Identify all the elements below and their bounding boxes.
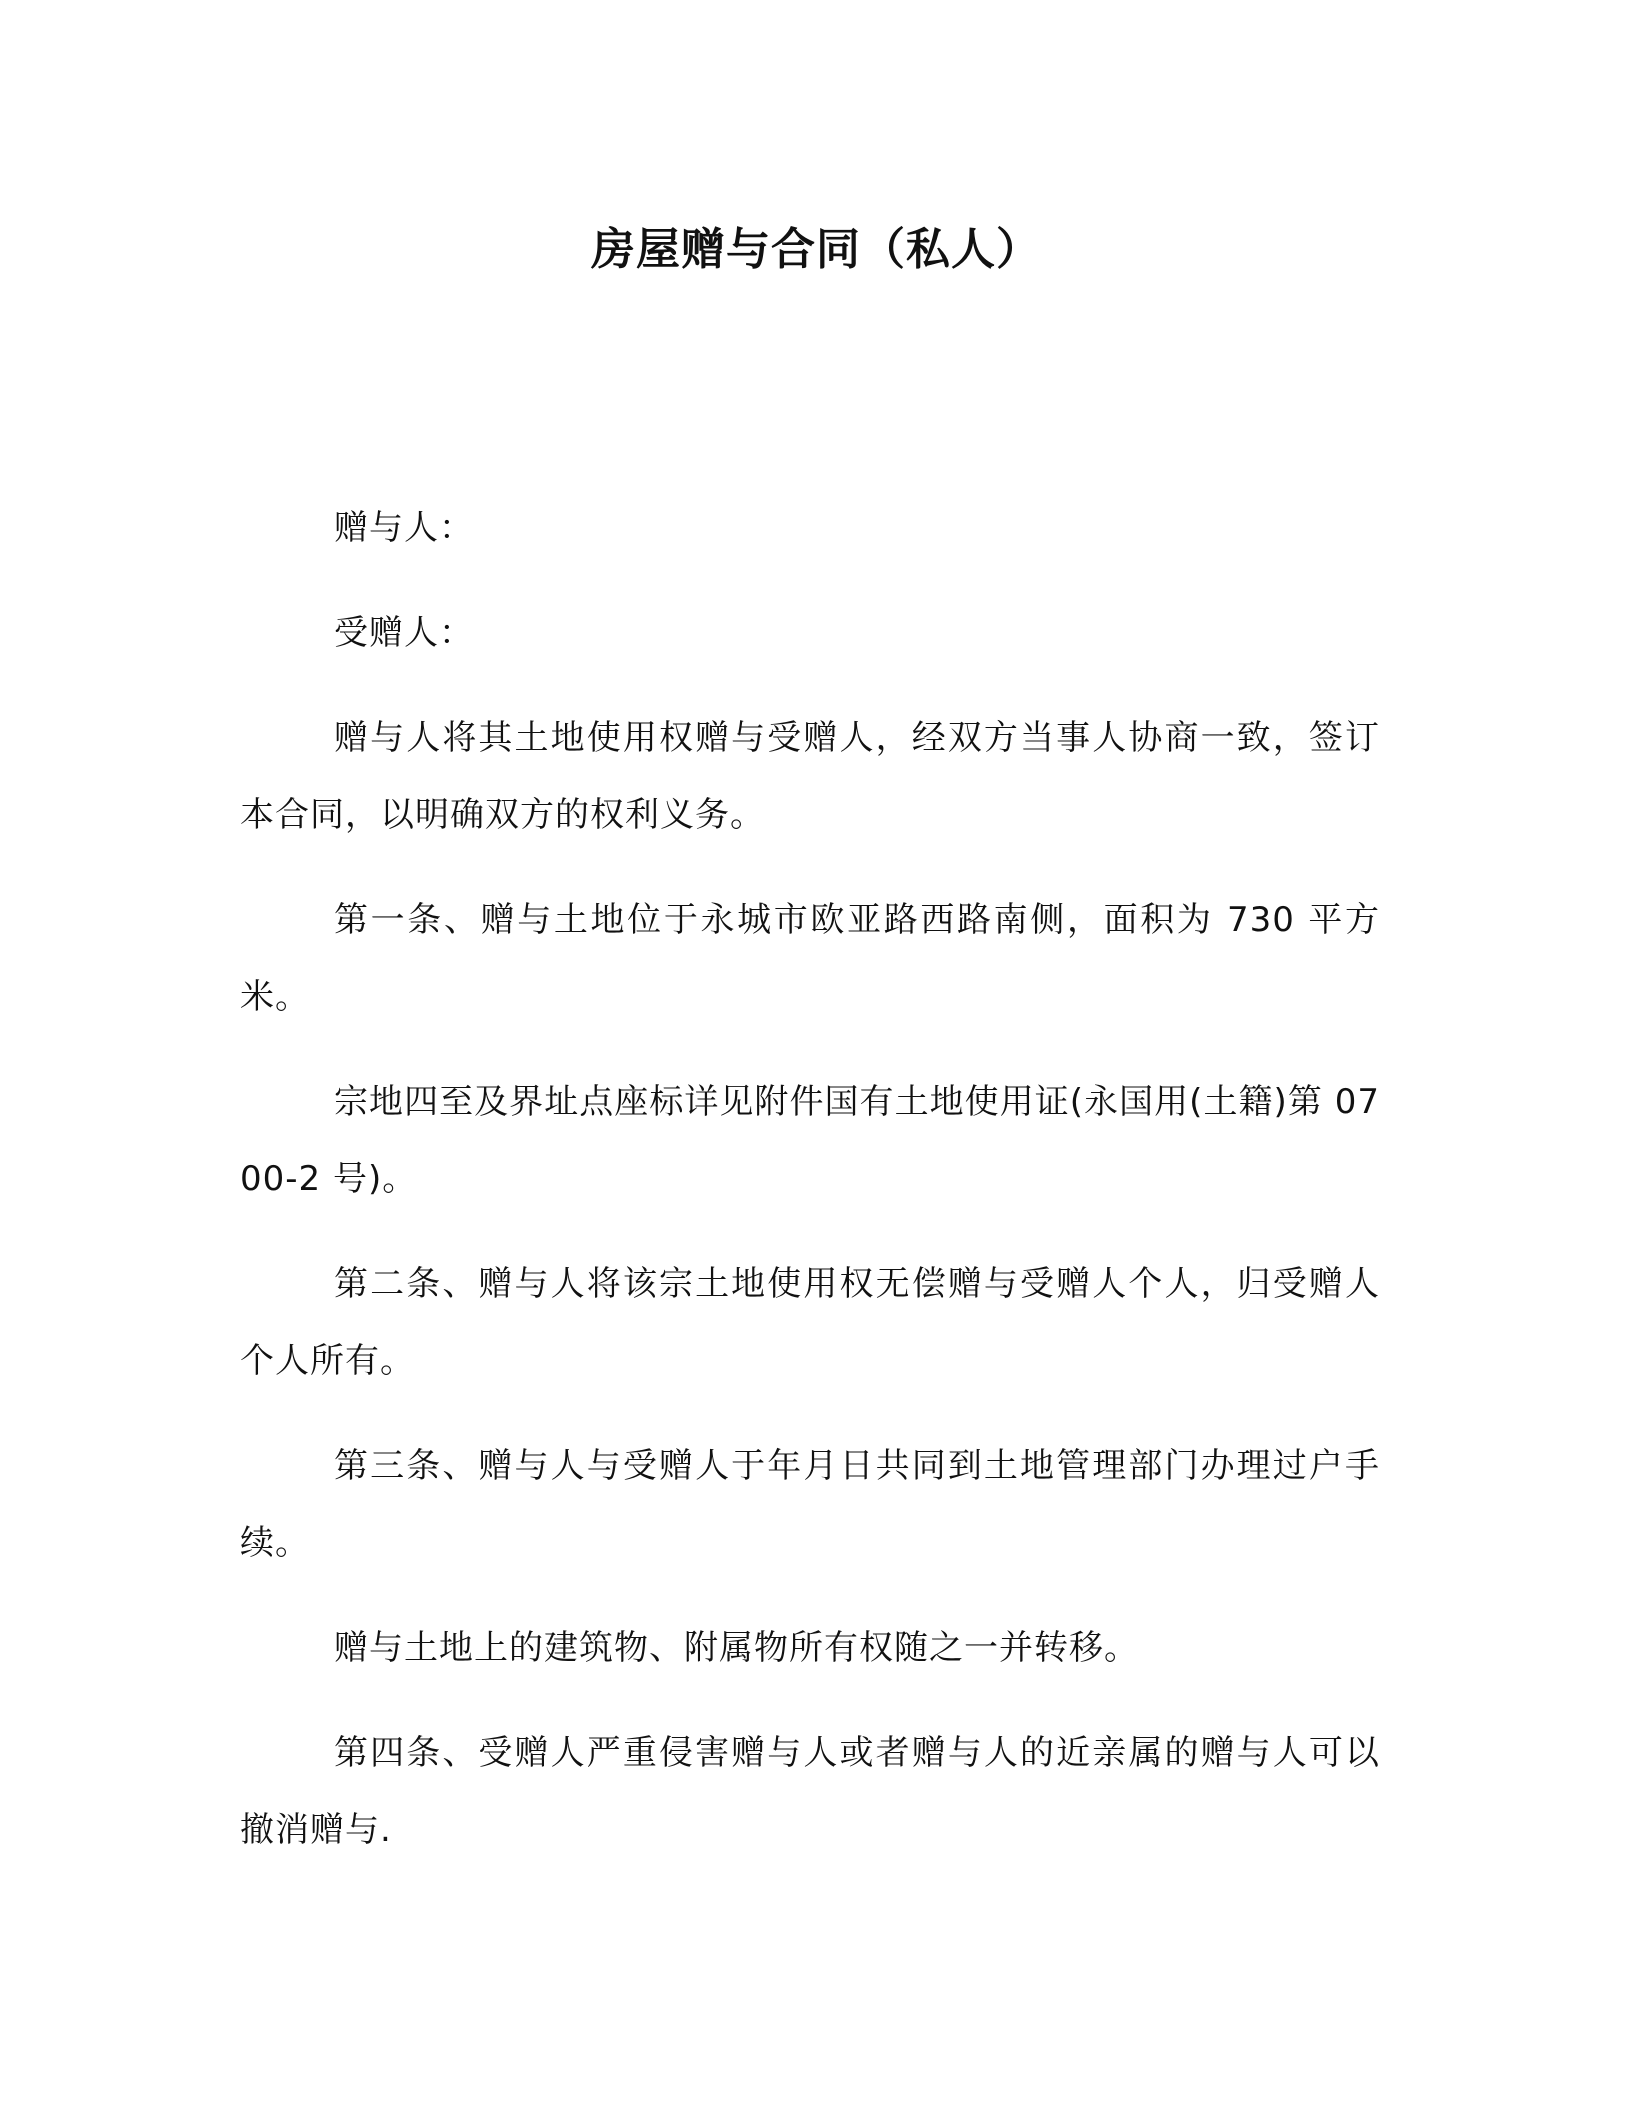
article-2-paragraph: 第二条、赠与人将该宗土地使用权无偿赠与受赠人个人，归受赠人个人所有。 <box>240 1264 1380 1381</box>
preamble-paragraph: 赠与人将其土地使用权赠与受赠人，经双方当事人协商一致，签订本合同，以明确双方的权利义务。 <box>240 718 1380 835</box>
document-body <box>240 490 1380 1897</box>
donee-line: 受赠人： <box>334 613 474 653</box>
article-1-paragraph: 第一条、赠与土地位于永城市欧亚路西路南侧，面积为 730 平方米。 <box>240 900 1380 1017</box>
article-3-paragraph: 第三条、赠与人与受赠人于年月日共同到土地管理部门办理过户手续。 <box>240 1446 1380 1563</box>
document-title: 房屋赠与合同（私人） <box>591 224 1041 275</box>
article-4-paragraph: 第四条、受赠人严重侵害赠与人或者赠与人的近亲属的赠与人可以撤消赠与. <box>240 1733 1380 1850</box>
parcel-boundary-paragraph: 宗地四至及界址点座标详见附件国有土地使用证(永国用(土籍)第 0700-2 号)。 <box>240 1082 1380 1199</box>
buildings-transfer-paragraph: 赠与土地上的建筑物、附属物所有权随之一并转移。 <box>334 1628 1139 1668</box>
donor-line: 赠与人： <box>334 508 474 548</box>
